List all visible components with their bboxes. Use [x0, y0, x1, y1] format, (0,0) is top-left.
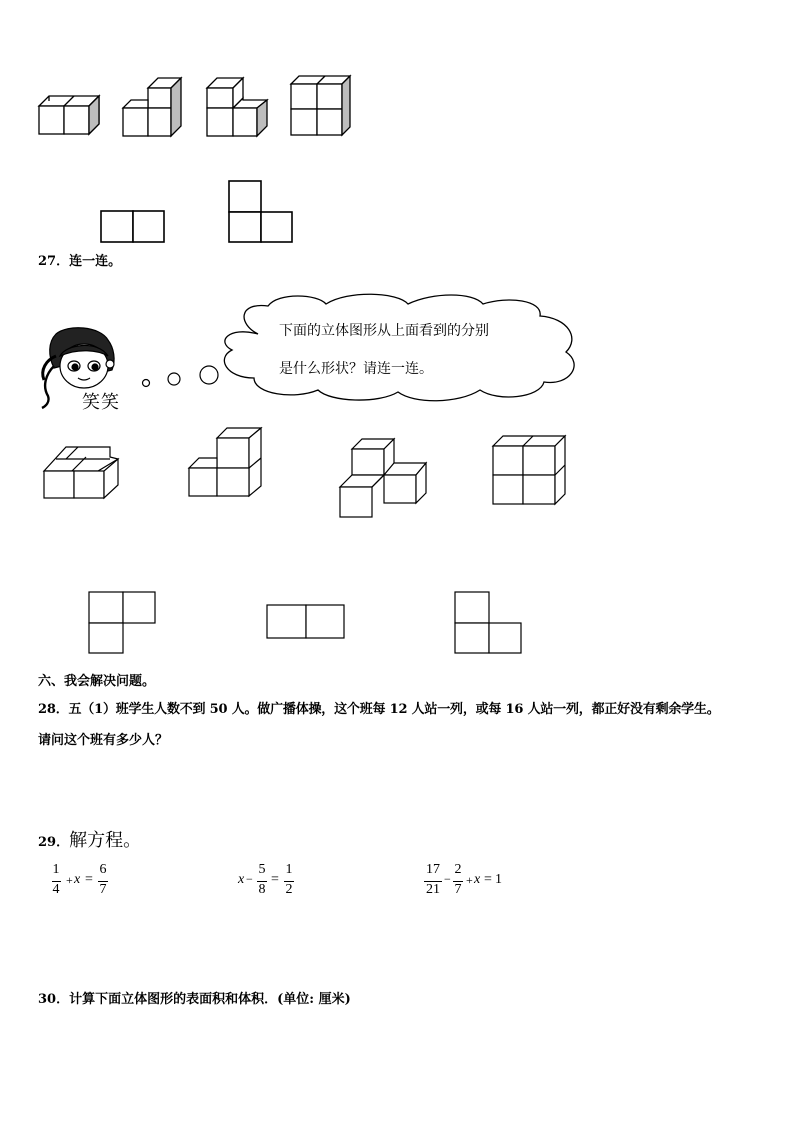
q28-text-1: 五（1）班学生人数不到 50 人。做广播体操，这个班每 12 人站一列，或每 16 人站一列，都正好没有剩余学生。 — [68, 702, 720, 717]
thought-cloud — [218, 294, 582, 404]
view-shape-b — [265, 603, 347, 641]
top-view-shape-two-squares — [100, 210, 166, 244]
equation-2: x − 5 8 = 1 2 — [238, 862, 293, 897]
top-cube-figure-4 — [289, 74, 353, 138]
solid-figure-4 — [491, 434, 569, 506]
q28-line-1 — [38, 698, 720, 717]
q30-title: 计算下面立体图形的表面积和体积．(单位: 厘米) — [69, 992, 351, 1007]
thought-dots — [138, 360, 222, 390]
q27-heading — [38, 250, 121, 269]
cloud-text-line-2: 是什么形状？请连一连。 — [279, 361, 433, 377]
view-shape-c — [453, 590, 525, 656]
q27-title: 连一连。 — [69, 254, 122, 269]
q28-line-2: 请问这个班有多少人？ — [38, 733, 169, 748]
top-cube-figure-2 — [121, 76, 183, 138]
solid-figure-2 — [187, 424, 265, 500]
q29-number: 29． — [38, 835, 70, 850]
top-cube-figure-1 — [36, 92, 100, 138]
view-shape-a — [87, 590, 159, 656]
q27-number: 27． — [38, 254, 70, 269]
equation-3: 17 21 − 2 7 + x = 1 — [426, 862, 502, 897]
q30-heading — [38, 988, 351, 1007]
q29-title: 解方程。 — [69, 830, 142, 851]
section-6-title: 六、我会解决问题。 — [38, 674, 156, 689]
q28-number: 28． — [38, 702, 69, 717]
cloud-text-line-1: 下面的立体图形从上面看到的分别 — [279, 323, 489, 339]
top-cube-figure-3 — [205, 76, 269, 138]
equation-1: 1 4 + x = 6 7 — [52, 862, 107, 897]
solid-figure-1 — [42, 443, 122, 501]
character-name-label: 笑笑 — [82, 392, 120, 413]
top-view-shape-l-squares — [228, 180, 294, 244]
solid-figure-3 — [338, 435, 430, 521]
q30-number: 30． — [38, 992, 70, 1007]
q29-heading — [38, 826, 141, 852]
